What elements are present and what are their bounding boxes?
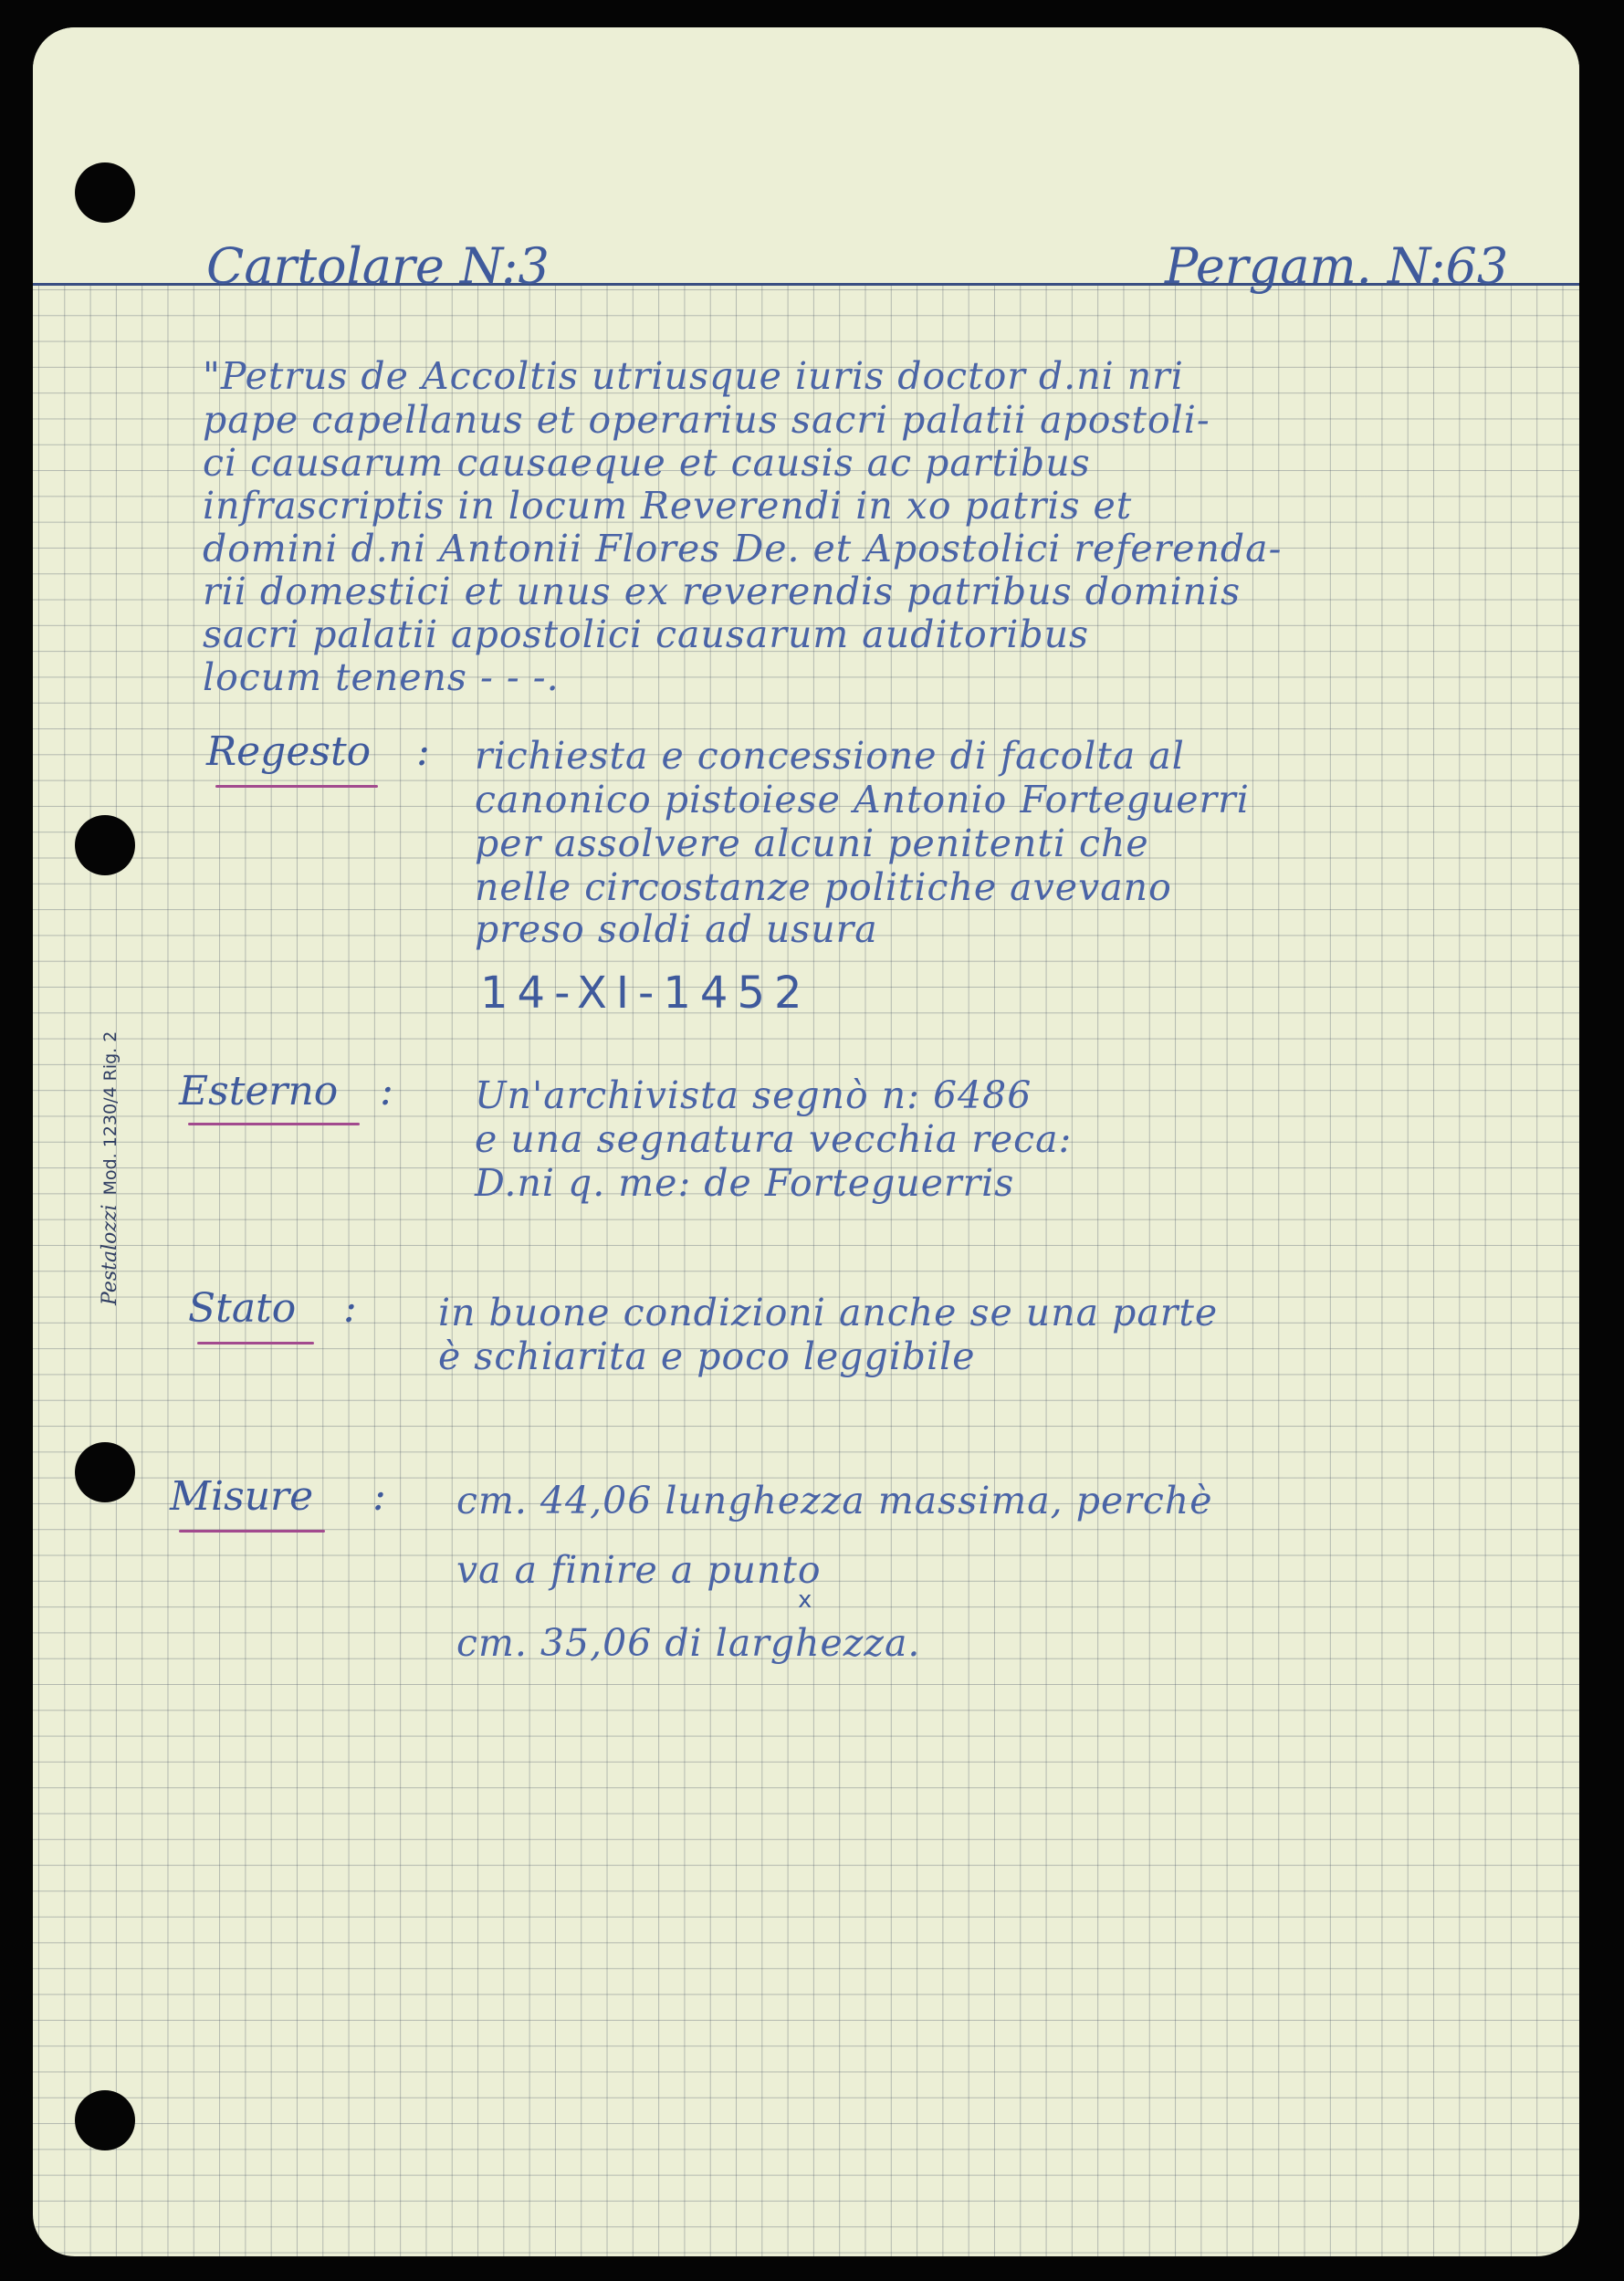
- esterno-line: D.ni q. me: de Forteguerris: [475, 1161, 1015, 1205]
- misure-line: va a finire a punto: [456, 1548, 822, 1592]
- printer-model: Mod. 1230/4 Rig. 2: [100, 1031, 120, 1196]
- esterno-colon: :: [380, 1068, 393, 1114]
- paper-imprint: [99, 1031, 121, 1305]
- regesto-date: 14-XI-1452: [480, 968, 812, 1019]
- quote-line: rii domestici et unus ex reverendis patribus dominis: [203, 570, 1242, 613]
- esterno-line: Un'archivista segnò n: 6486: [475, 1073, 1032, 1117]
- regesto-line: per assolvere alcuni penitenti che: [475, 821, 1149, 865]
- misure-line: cm. 35,06 di larghezza.: [456, 1621, 921, 1665]
- printer-brand: Pestalozzi: [99, 1204, 121, 1305]
- stato-colon: :: [343, 1285, 357, 1332]
- misure-line: cm. 44,06 lunghezza massima, perchè: [456, 1479, 1213, 1522]
- quote-line: sacri palatii apostolici causarum auditoribus: [203, 612, 1090, 656]
- notebook-page: [33, 27, 1579, 2256]
- stato-line: in buone condizioni anche se una parte: [438, 1291, 1219, 1334]
- quote-line: domini d.ni Antonii Flores De. et Apostolici referenda-: [203, 527, 1283, 570]
- binder-hole: [75, 1442, 135, 1502]
- misure-colon: :: [372, 1473, 386, 1520]
- regesto-line: canonico pistoiese Antonio Forteguerri: [475, 778, 1250, 821]
- binder-hole: [75, 815, 135, 875]
- esterno-underline: [188, 1123, 360, 1125]
- stato-underline: [197, 1342, 314, 1345]
- cross-mark: x: [798, 1586, 812, 1614]
- binder-hole: [75, 162, 135, 223]
- esterno-line: e una segnatura vecchia reca:: [475, 1117, 1073, 1161]
- regesto-line: nelle circostanze politiche avevano: [475, 865, 1172, 909]
- regesto-line: richiesta e concessione di facolta al: [475, 734, 1185, 778]
- quote-line: pape capellanus et operarius sacri palatii apostoli-: [203, 398, 1210, 442]
- regesto-line: preso soldi ad usura: [475, 907, 878, 951]
- esterno-label: Esterno: [179, 1068, 339, 1114]
- pergamena-title: Pergam. N:63: [1165, 237, 1509, 295]
- regesto-underline: [215, 785, 378, 788]
- quote-line: "Petrus de Accoltis utriusque iuris doctor d.ni nri: [203, 354, 1184, 398]
- binder-hole: [75, 2090, 135, 2150]
- quote-line: ci causarum causaeque et causis ac partibus: [203, 441, 1091, 485]
- misure-label: Misure: [170, 1473, 314, 1520]
- stato-line: è schiarita e poco leggibile: [438, 1334, 976, 1378]
- stato-label: Stato: [188, 1285, 297, 1332]
- regesto-colon: :: [416, 728, 430, 775]
- quote-line: locum tenens - - -.: [203, 655, 560, 699]
- quote-line: infrascriptis in locum Reverendi in xo patris et: [203, 484, 1133, 528]
- regesto-label: Regesto: [206, 728, 372, 775]
- misure-underline: [179, 1530, 325, 1533]
- cartolare-title: Cartolare N:3: [206, 237, 550, 295]
